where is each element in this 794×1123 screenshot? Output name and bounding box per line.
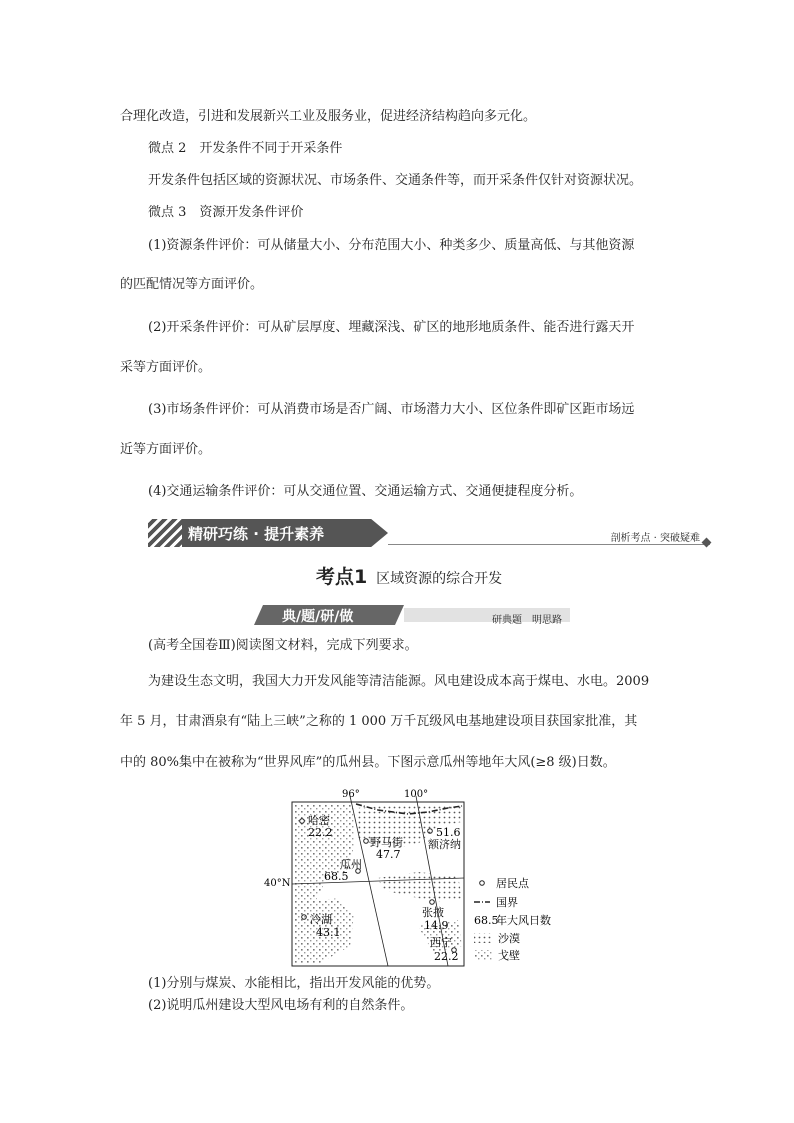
- sub-banner: [254, 605, 570, 625]
- legend-settlement: 居民点: [496, 877, 529, 890]
- map-legend: [474, 876, 551, 962]
- paragraph-line: 开发条件包括区域的资源状况、市场条件、交通条件等，而开采条件仅针对资源状况。: [148, 173, 643, 188]
- paragraph-line: (4)交通运输条件评价：可从交通位置、交通运输方式、交通便捷程度分析。: [148, 484, 583, 499]
- sub-banner-right-text: 研典题 明思路: [492, 615, 562, 626]
- kaodian-number: 1: [354, 566, 368, 588]
- place-name: 西宁: [430, 936, 452, 949]
- place-name: 瓜州: [340, 858, 362, 871]
- place-value: 22.2: [434, 950, 459, 963]
- material-line: 为建设生态文明，我国大力开发风能等清洁能源。风电建设成本高于煤电、水电。2009: [148, 674, 650, 689]
- paragraph-line: (2)开采条件评价：可从矿层厚度、埋藏深浅、矿区的地形地质条件、能否进行露天开: [148, 320, 635, 335]
- place-name: 冷湖: [310, 913, 332, 926]
- lon-label: 96°: [342, 789, 360, 800]
- paragraph-line: 的匹配情况等方面评价。: [120, 277, 264, 292]
- section-heading: 微点 3 资源开发条件评价: [148, 205, 304, 220]
- legend-settlement-icon: [480, 881, 485, 886]
- place-name: 野马街: [370, 836, 403, 849]
- question-item: (1)分别与煤炭、水能相比，指出开发风能的优势。: [148, 976, 440, 991]
- legend-gobi-icon: [474, 950, 492, 960]
- place-name: 张掖: [422, 906, 444, 919]
- paragraph-line: 近等方面评价。: [120, 442, 212, 457]
- place-name: 额济纳: [428, 838, 461, 851]
- wind-days-map: [258, 786, 568, 972]
- place-value: 47.7: [376, 848, 401, 861]
- banner-rule: [388, 544, 710, 545]
- legend-border: 国界: [496, 896, 518, 909]
- kaodian-name: 区域资源的综合开发: [376, 571, 503, 587]
- section-heading: 微点 2 开发条件不同于开采条件: [148, 141, 343, 156]
- sub-banner-right-bar: [404, 608, 570, 626]
- legend-sample-text: 年大风日数: [496, 914, 551, 927]
- legend-desert: 沙漠: [498, 932, 520, 945]
- sub-banner-left-text: 典/题/研/做: [282, 609, 354, 625]
- section-banner: [148, 519, 710, 549]
- material-line: 年 5 月，甘肃酒泉有“陆上三峡”之称的 1 000 万千瓦级风电基地建设项目获国家批准，其: [120, 714, 638, 729]
- place-value: 22.2: [308, 826, 333, 839]
- lat-label: 40°N: [264, 878, 291, 889]
- banner-title: 精研巧练 · 提升素养: [188, 525, 325, 543]
- banner-subtitle: 剖析考点 · 突破疑难: [610, 533, 700, 544]
- paragraph-line: 采等方面评价。: [120, 360, 212, 375]
- lon-label: 100°: [404, 789, 429, 800]
- legend-sample-value: 68.5: [474, 914, 499, 927]
- legend-gobi: 戈壁: [498, 949, 520, 962]
- question-item: (2)说明瓜州建设大型风电场有利的自然条件。: [148, 998, 414, 1013]
- material-line: 中的 80%集中在被称为“世界风库”的瓜州县。下图示意瓜州等地年大风(≥8 级)日数。: [120, 755, 616, 770]
- banner-stripes: [148, 519, 182, 547]
- paragraph-line: (3)市场条件评价：可从消费市场是否广阔、市场潜力大小、区位条件即矿区距市场远: [148, 402, 635, 417]
- diamond-icon: [702, 538, 712, 548]
- question-source: (高考全国卷Ⅲ)阅读图文材料，完成下列要求。: [148, 638, 418, 653]
- legend-desert-icon: [474, 933, 492, 943]
- place-name: 哈密: [308, 814, 330, 827]
- paragraph-line: 合理化改造，引进和发展新兴工业及服务业，促进经济结构趋向多元化。: [120, 109, 537, 124]
- place-value: 68.5: [324, 870, 349, 883]
- place-value: 51.6: [436, 826, 461, 839]
- kaodian-prefix: 考点: [316, 566, 355, 588]
- paragraph-line: (1)资源条件评价：可从储量大小、分布范围大小、种类多少、质量高低、与其他资源: [148, 238, 635, 253]
- place-value: 43.1: [316, 926, 341, 939]
- kaodian-title: [316, 562, 502, 589]
- place-value: 14.9: [424, 919, 449, 932]
